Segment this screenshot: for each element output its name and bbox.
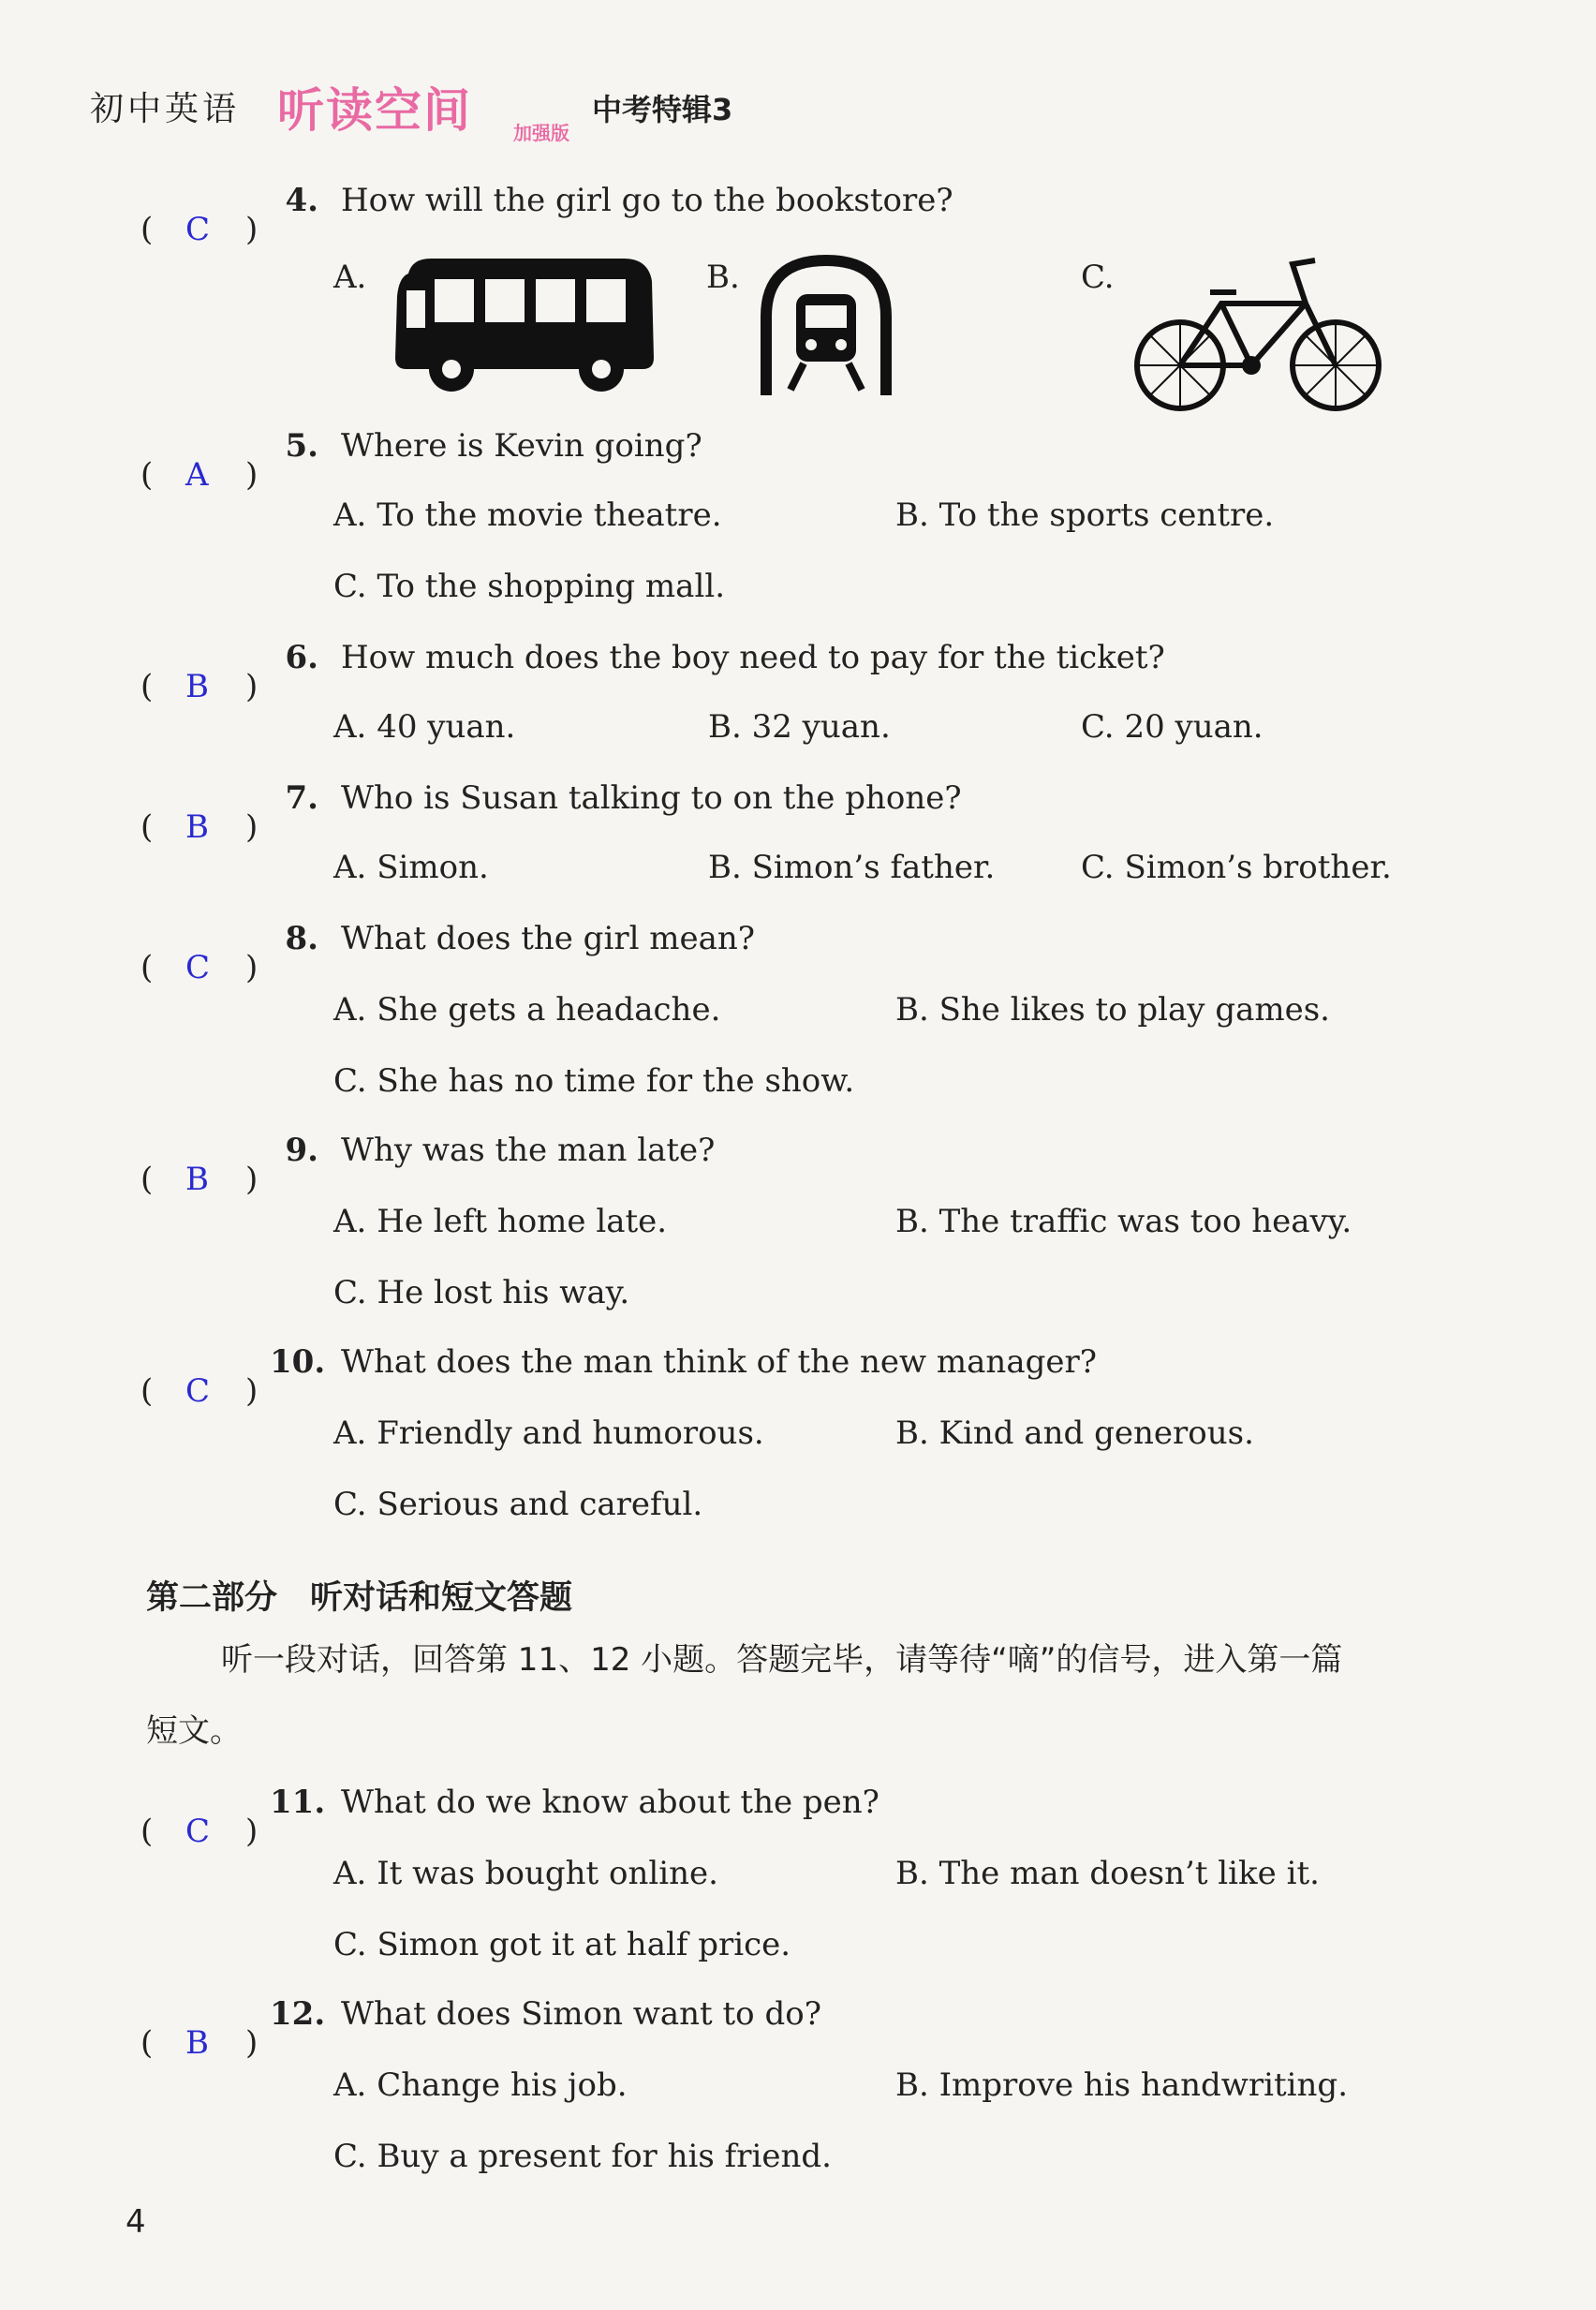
option-a: A. He left home late. (333, 1203, 668, 1240)
option-c: C. 20 yuan. (1081, 708, 1264, 746)
section-instruction-cont: 短文。 (146, 1712, 242, 1750)
answer: C (185, 211, 211, 248)
option-c: C. Buy a present for his friend. (333, 2138, 832, 2175)
question-text: What does the girl mean? (341, 920, 756, 957)
answer: C (185, 1813, 211, 1850)
question-9: ( B ) 9. Why was the man late? (140, 1132, 716, 1198)
section-title: 第二部分 听对话和短文答题 (146, 1579, 573, 1617)
option-a: A. Friendly and humorous. (333, 1414, 764, 1452)
question-text: Where is Kevin going? (341, 427, 702, 465)
question-5: ( A ) 5. Where is Kevin going? (140, 427, 702, 494)
option-b: B. 32 yuan. (708, 708, 891, 746)
option-c: C. Simon’s brother. (1081, 849, 1392, 886)
section-instruction: 听一段对话，回答第 11、12 小题。答题完毕，请等待“嘀”的信号，进入第一篇 (221, 1641, 1343, 1679)
question-number: 8. (285, 920, 318, 957)
option-c: C. He lost his way. (333, 1274, 630, 1311)
question-11: ( C ) 11. What do we know about the pen? (140, 1784, 879, 1850)
option-b: B. She likes to play games. (895, 991, 1330, 1029)
option-a: A. She gets a headache. (333, 991, 721, 1029)
option-a: A. Simon. (333, 849, 489, 886)
option-a: A. It was bought online. (333, 1855, 718, 1892)
answer: B (185, 1161, 209, 1198)
page-header (90, 73, 933, 148)
question-number: 6. (285, 639, 318, 676)
option-c-label: C. (1081, 259, 1115, 296)
option-b: B. Improve his handwriting. (895, 2066, 1348, 2104)
option-b: B. The man doesn’t like it. (895, 1855, 1320, 1892)
option-c: C. To the shopping mall. (333, 568, 725, 605)
edition-label: 加强版 (513, 122, 569, 144)
option-a-label: A. (333, 259, 367, 296)
question-number: 12. (270, 1995, 326, 2033)
question-number: 4. (285, 182, 318, 219)
answer: C (185, 1372, 211, 1410)
option-c: C. Simon got it at half price. (333, 1926, 791, 1963)
answer: B (185, 668, 209, 705)
option-c: C. Serious and careful. (333, 1486, 703, 1523)
option-a: A. 40 yuan. (333, 708, 516, 746)
question-number: 5. (285, 427, 318, 465)
option-a: A. To the movie theatre. (333, 496, 722, 534)
bus-icon (390, 253, 659, 393)
question-7: ( B ) 7. Who is Susan talking to on the phone? (140, 779, 962, 846)
option-b-label: B. (706, 259, 740, 296)
option-c: C. She has no time for the show. (333, 1062, 855, 1100)
question-12: ( B ) 12. What does Simon want to do? (140, 1995, 821, 2062)
subway-icon (761, 255, 892, 395)
answer: A (185, 456, 209, 494)
question-6: ( B ) 6. How much does the boy need to pay for the ticket? (140, 639, 1165, 705)
option-b: B. Simon’s father. (708, 849, 996, 886)
answer: C (185, 949, 211, 986)
option-b: B. The traffic was too heavy. (895, 1203, 1352, 1240)
option-b: B. Kind and generous. (895, 1414, 1254, 1452)
question-10: ( C ) 10. What does the man think of the new manager? (140, 1343, 1097, 1410)
brand-logo: 听读空间 (277, 83, 472, 138)
question-text: What do we know about the pen? (341, 1784, 879, 1821)
question-number: 7. (285, 779, 318, 817)
question-text: How much does the boy need to pay for the ticket? (341, 639, 1165, 676)
answer: B (185, 2024, 209, 2062)
question-number: 10. (270, 1343, 326, 1381)
answer: B (185, 808, 209, 846)
question-8: ( C ) 8. What does the girl mean? (140, 920, 756, 986)
special-edition-label: 中考特辑3 (592, 92, 733, 127)
question-number: 9. (285, 1132, 318, 1169)
question-text: Why was the man late? (341, 1132, 716, 1169)
bicycle-icon (1131, 255, 1384, 416)
series-title: 初中英语 (90, 90, 241, 128)
question-4: ( C ) 4. How will the girl go to the bookstore? (140, 182, 953, 248)
option-b: B. To the sports centre. (895, 496, 1275, 534)
page-number: 4 (126, 2203, 146, 2241)
question-text: Who is Susan talking to on the phone? (341, 779, 962, 817)
question-text: What does the man think of the new manager? (341, 1343, 1097, 1381)
option-a: A. Change his job. (333, 2066, 628, 2104)
question-text: What does Simon want to do? (341, 1995, 821, 2033)
question-number: 11. (270, 1784, 326, 1821)
question-text: How will the girl go to the bookstore? (341, 182, 953, 219)
